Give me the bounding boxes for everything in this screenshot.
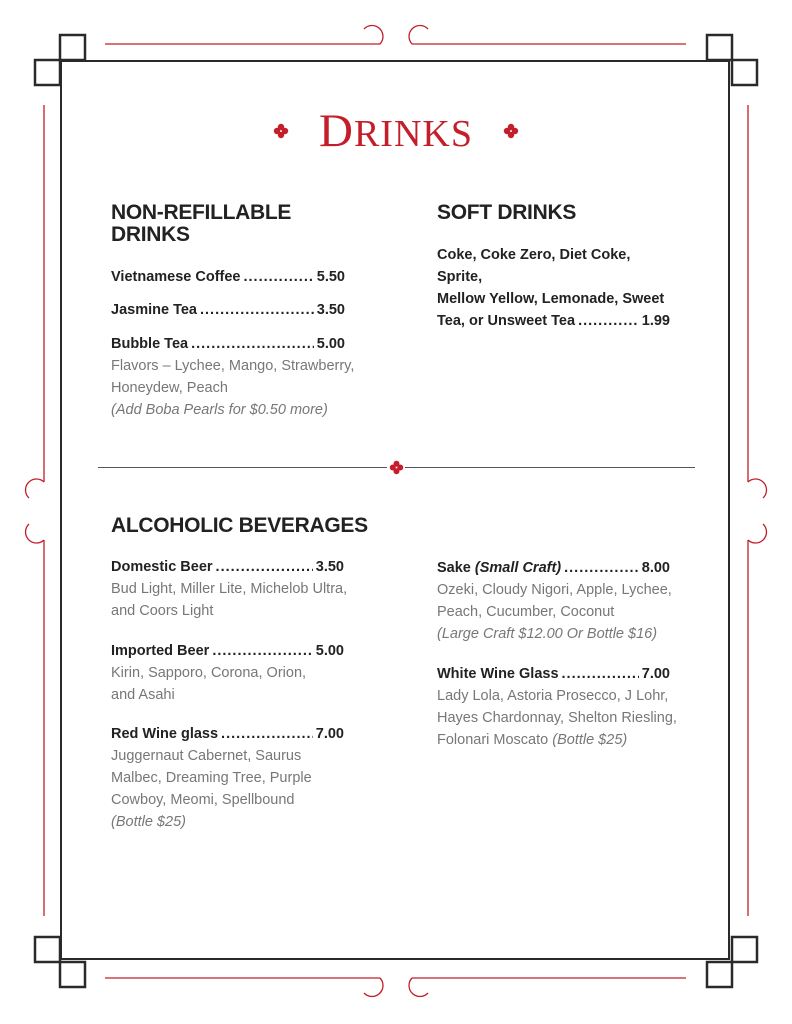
dot-leader	[216, 556, 313, 578]
item-description: and Coors Light	[111, 603, 214, 619]
item-name-suffix: (Small Craft)	[474, 560, 562, 576]
item-description: Peach, Cucumber, Coconut	[437, 604, 615, 620]
item-name: Imported Beer	[111, 643, 210, 659]
section-heading-alcoholic: ALCOHOLIC BEVERAGES	[111, 514, 368, 537]
dot-leader	[200, 299, 314, 321]
item-name: White Wine Glass	[437, 666, 559, 682]
item-row	[437, 310, 670, 332]
item-name: Domestic Beer	[111, 559, 213, 575]
item-name: Bubble Tea	[111, 336, 189, 352]
page-title: DRINKS	[319, 105, 473, 157]
item-row	[111, 723, 344, 745]
item-description: Lady Lola, Astoria Prosecco, J Lohr,	[437, 688, 669, 704]
item-row	[111, 266, 345, 288]
item-line: Mellow Yellow, Lemonade, Sweet	[437, 291, 665, 307]
item-description: Cowboy, Meomi, Spellbound	[111, 792, 295, 808]
item-price: 5.00	[316, 336, 345, 352]
item-row	[111, 640, 344, 662]
menu-item	[111, 640, 371, 706]
menu-item	[437, 663, 687, 751]
item-description: Bud Light, Miller Lite, Michelob Ultra,	[111, 581, 348, 597]
menu-item	[111, 556, 371, 622]
item-description: Malbec, Dreaming Tree, Purple	[111, 770, 312, 786]
item-description	[437, 729, 687, 751]
menu-item	[111, 299, 345, 321]
heading-line: DRINKS	[111, 223, 190, 246]
dot-leader	[243, 266, 313, 288]
section-heading-non-refillable	[111, 202, 291, 246]
item-note: (Bottle $25)	[111, 814, 186, 830]
item-price: 7.00	[315, 726, 344, 742]
item-name: Vietnamese Coffee	[111, 269, 241, 285]
title-row	[0, 106, 792, 159]
dot-leader	[562, 663, 639, 685]
item-price: 7.00	[641, 666, 670, 682]
item-note: (Bottle $25)	[552, 732, 628, 748]
item-note: (Large Craft $12.00 Or Bottle $16)	[437, 626, 658, 642]
item-name: Jasmine Tea	[111, 302, 197, 318]
item-price: 1.99	[641, 313, 670, 329]
item-name-main: Sake	[437, 560, 471, 576]
menu-item	[111, 266, 345, 288]
item-description: Hayes Chardonnay, Shelton Riesling,	[437, 710, 677, 726]
item-row	[437, 557, 670, 579]
dot-leader	[578, 310, 639, 332]
item-description: Juggernaut Cabernet, Saurus	[111, 748, 302, 764]
heading-line: NON-REFILLABLE	[111, 201, 292, 224]
item-price: 5.50	[316, 269, 345, 285]
item-description: and Asahi	[111, 687, 175, 703]
item-row	[111, 556, 344, 578]
menu-item	[111, 333, 371, 421]
clover-icon	[503, 123, 519, 139]
menu-item	[437, 244, 677, 332]
dot-leader	[564, 557, 639, 579]
dot-leader	[191, 333, 314, 355]
dot-leader	[221, 723, 313, 745]
item-row	[111, 333, 345, 355]
item-price: 3.50	[315, 559, 344, 575]
item-description-text: Folonari Moscato	[437, 732, 549, 748]
section-heading-soft-drinks: SOFT DRINKS	[437, 201, 577, 224]
item-row	[111, 299, 345, 321]
item-row	[437, 663, 670, 685]
section-divider	[98, 467, 387, 468]
item-description: Honeydew, Peach	[111, 380, 228, 396]
menu-item	[437, 557, 687, 645]
item-name	[437, 557, 561, 579]
item-description: Flavors – Lychee, Mango, Strawberry,	[111, 358, 355, 374]
item-name: Red Wine glass	[111, 726, 219, 742]
menu-item	[111, 723, 371, 833]
item-price: 8.00	[641, 560, 670, 576]
item-name: Tea, or Unsweet Tea	[437, 313, 576, 329]
item-price: 3.50	[316, 302, 345, 318]
item-price: 5.00	[315, 643, 344, 659]
item-description: Ozeki, Cloudy Nigori, Apple, Lychee,	[437, 582, 672, 598]
clover-icon	[389, 460, 404, 475]
clover-icon	[273, 123, 289, 139]
item-note: (Add Boba Pearls for $0.50 more)	[111, 402, 328, 418]
section-divider	[405, 467, 695, 468]
dot-leader	[212, 640, 312, 662]
item-description: Kirin, Sapporo, Corona, Orion,	[111, 665, 307, 681]
item-line: Coke, Coke Zero, Diet Coke, Sprite,	[437, 247, 631, 285]
